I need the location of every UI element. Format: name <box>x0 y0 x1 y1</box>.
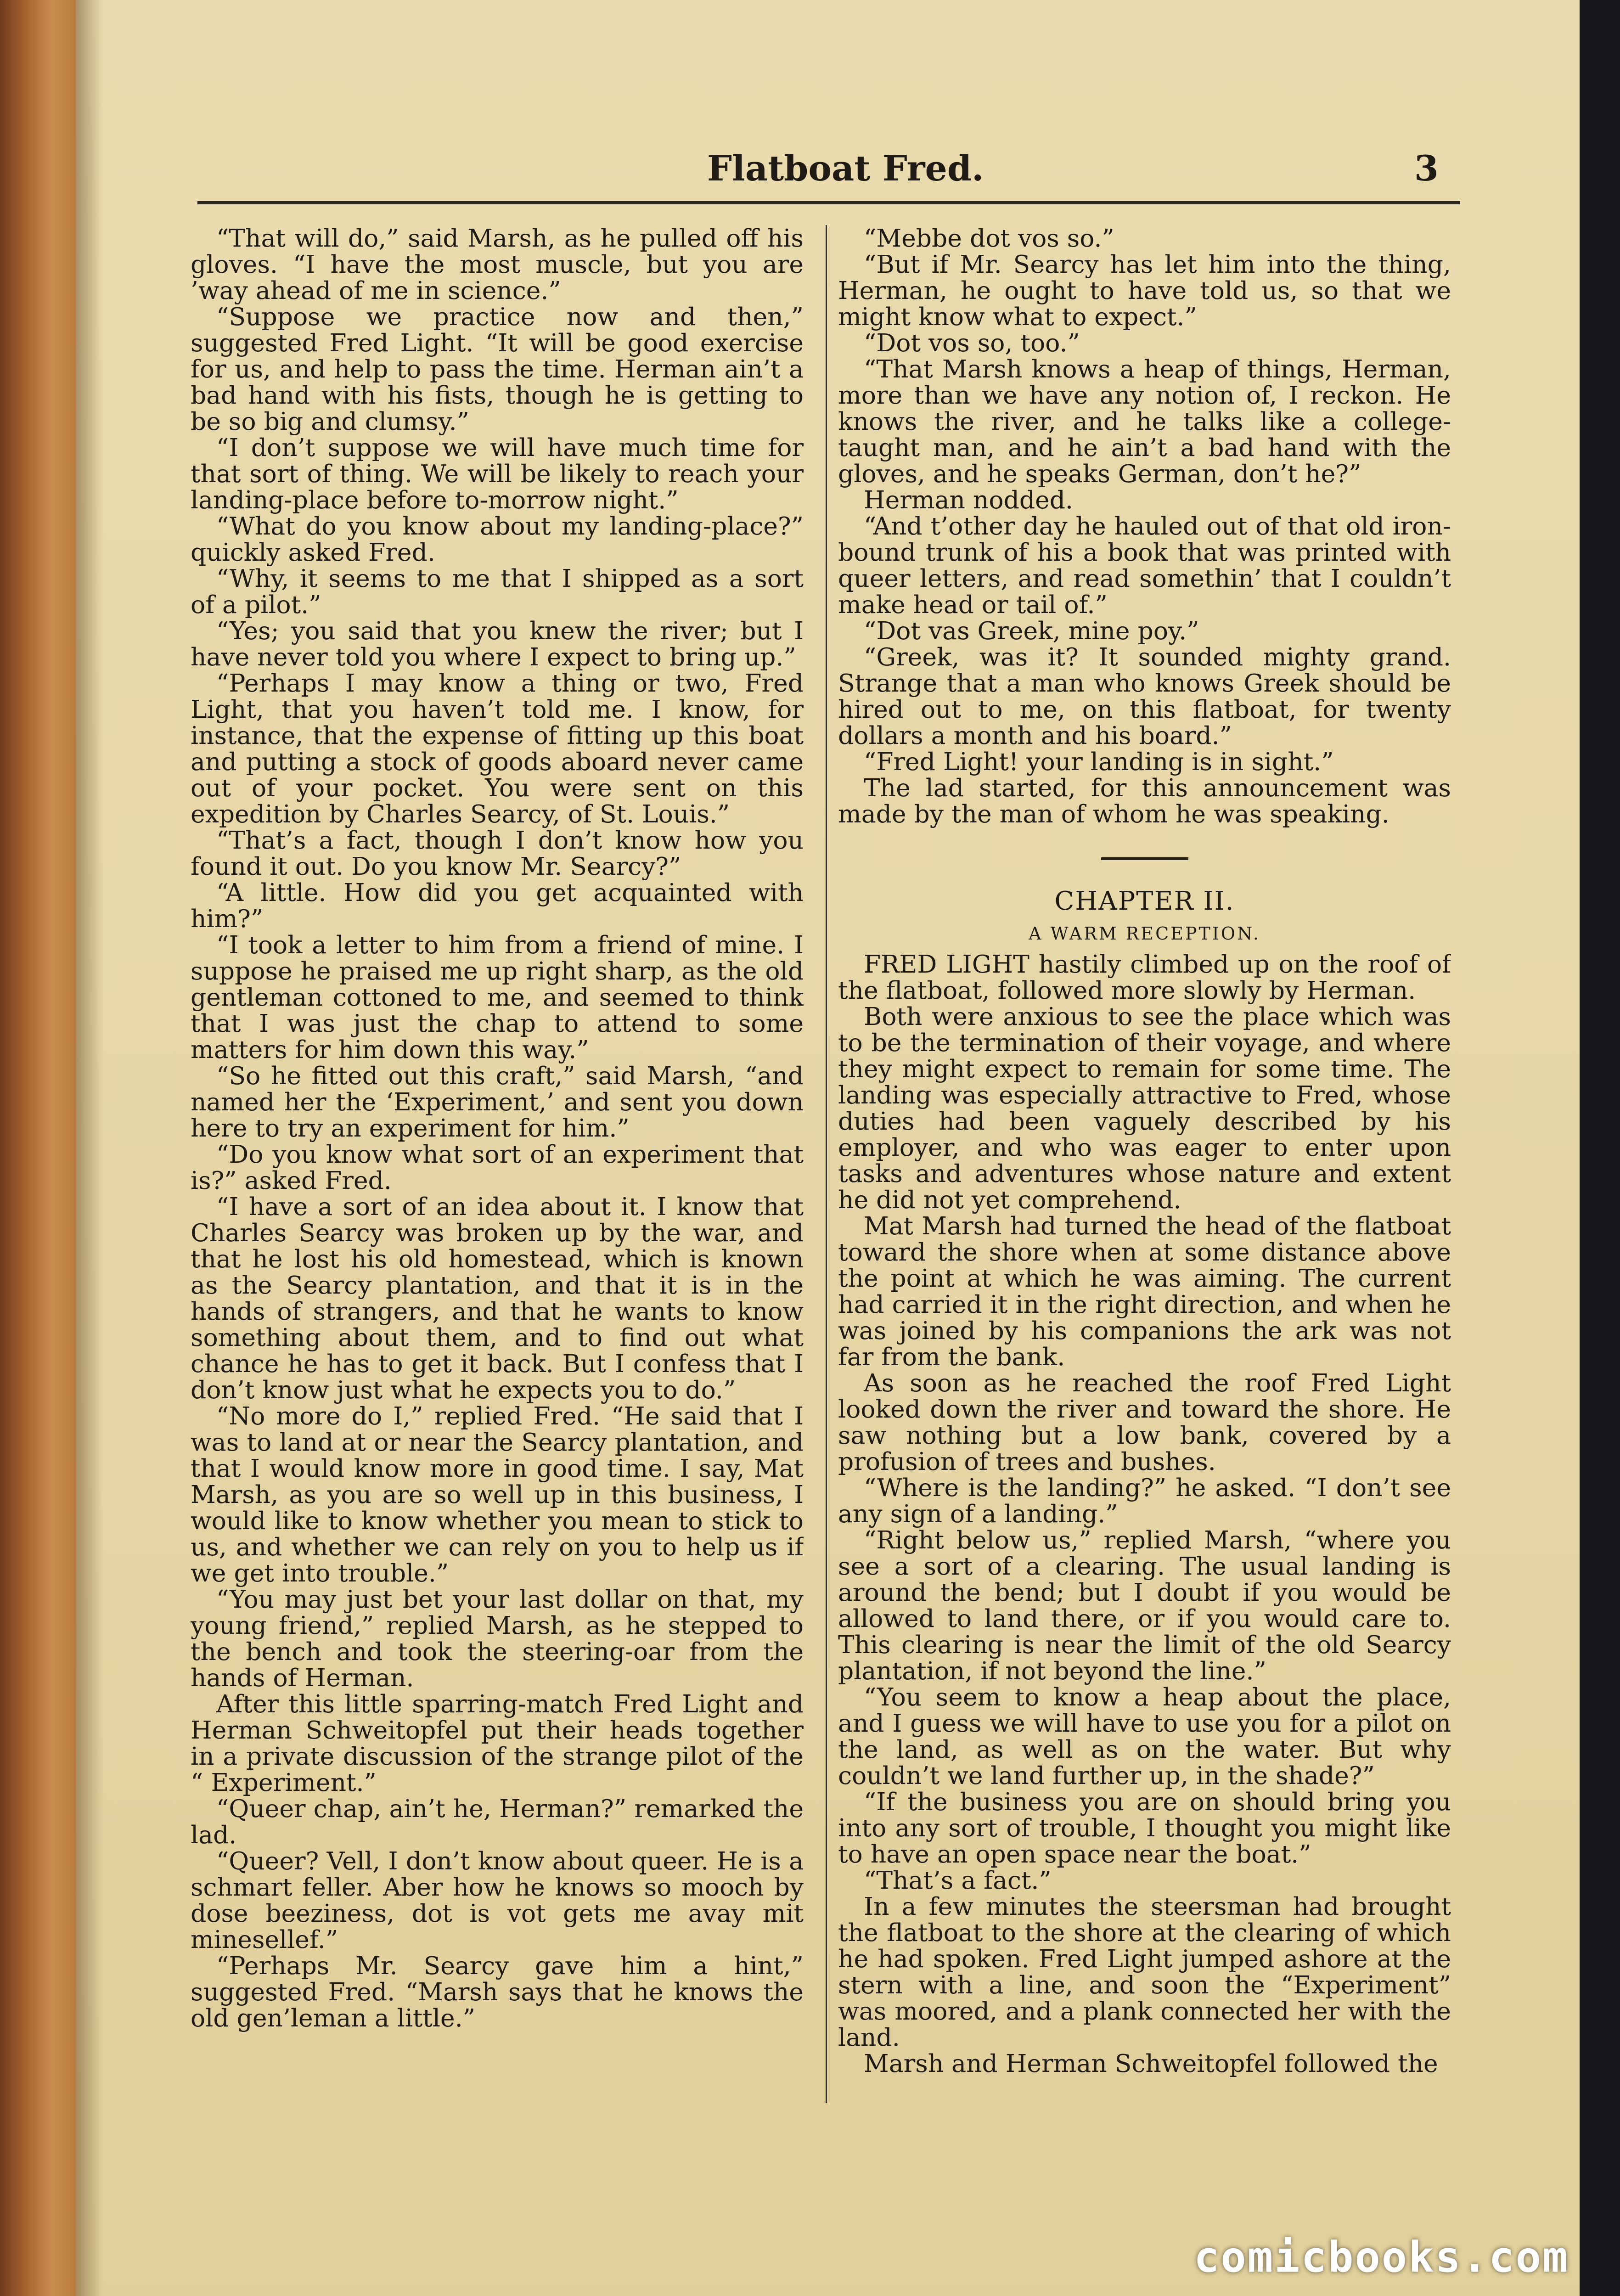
paragraph: “Right below us,” replied Marsh, “where you see a sort of a clearing. The usual landing is around the bend; but I doubt if you would be allowed to land there, or if you would care to. This clearing is near the limit of the old Searcy plantation, if not beyond the line.” <box>838 1525 1451 1685</box>
gutter-shadow <box>76 0 103 2296</box>
site-watermark: comicbooks.com <box>1194 2233 1569 2282</box>
paragraph: “Perhaps Mr. Searcy gave him a hint,” suggested Fred. “Marsh says that he knows the old gen’leman a little.” <box>191 1951 804 2032</box>
paragraph: “Queer chap, ain’t he, Herman?” remarked the lad. <box>191 1794 804 1849</box>
paragraph: “If the business you are on should bring you into any sort of trouble, I thought you might like to have an open space near the boat.” <box>838 1787 1451 1868</box>
paragraph: “Perhaps I may know a thing or two, Fred Light, that you haven’t told me. I know, for instance, that the expense of fitting up this boat and putting a stock of goods aboard never came out of your pocket. You were sent on this expedition by Charles Searcy, of St. Louis.” <box>191 669 804 828</box>
paragraph: “What do you know about my landing-place?” quickly asked Fred. <box>191 512 804 567</box>
left-column <box>191 225 804 2131</box>
paragraph: “Do you know what sort of an experiment that is?” asked Fred. <box>191 1140 804 1195</box>
paragraph: Mat Marsh had turned the head of the flatboat toward the shore when at some distance above the point at which he was aiming. The current had carried it in the right direction, and when he was joined by his companions the ark was not far from the bank. <box>838 1211 1451 1371</box>
paragraph: “And t’other day he hauled out of that old iron-bound trunk of his a book that was printed with queer letters, and read somethin’ that I couldn’t make head or tail of.” <box>838 512 1451 619</box>
paragraph: “That will do,” said Marsh, as he pulled off his gloves. “I have the most muscle, but you are ’way ahead of me in science.” <box>191 225 804 305</box>
paragraph: “I don’t suppose we will have much time for that sort of thing. We will be likely to reach your landing-place before to-morrow night.” <box>191 433 804 514</box>
paragraph: “Dot vas Greek, mine poy.” <box>864 616 1199 645</box>
paragraph: Herman nodded. <box>864 485 1074 514</box>
paragraph: “Queer? Vell, I don’t know about queer. He is a schmart feller. Aber how he knows so mooch by dose beeziness, dot is vot gets me avay mit minesellef.” <box>191 1846 804 1954</box>
paragraph: In a few minutes the steersman had brought the flatboat to the shore at the clearing of which he had spoken. Fred Light jumped ashore at the stern with a line, and soon the “Experiment” was moored, and a plank connected her with the land. <box>838 1892 1451 2052</box>
paragraph: “Why, it seems to me that I shipped as a sort of a pilot.” <box>191 564 804 619</box>
paragraph: “That’s a fact.” <box>864 1866 1052 1895</box>
paragraph: As soon as he reached the roof Fred Light looked down the river and toward the shore. He saw nothing but a low bank, covered by a profusion of trees and bushes. <box>838 1368 1451 1476</box>
paragraph: “Fred Light! your landing is in sight.” <box>864 747 1334 776</box>
running-header-title: Flatboat Fred. <box>707 148 984 189</box>
chapter-subtitle: A WARM RECEPTION. <box>1029 923 1260 944</box>
paragraph: “Yes; you said that you knew the river; but I have never told you where I expect to bring up.” <box>191 616 804 671</box>
chapter-title: CHAPTER II. <box>1054 886 1235 916</box>
paragraph: “Suppose we practice now and then,” suggested Fred Light. “It will be good exercise for us, and help to pass the time. Herman ain’t a bad hand with his fists, though he is getting to be so big and clumsy.” <box>191 302 804 436</box>
section-ornament-rule <box>1101 857 1188 860</box>
paragraph: “That’s a fact, though I don’t know how you found it out. Do you know Mr. Searcy?” <box>191 826 804 881</box>
paragraph: After this little sparring-match Fred Light and Herman Schweitopfel put their heads together in a private discussion of the strange pilot of the “ Experiment.” <box>191 1689 804 1797</box>
paragraph: “I took a letter to him from a friend of mine. I suppose he praised me up right sharp, as the old gentleman cottoned to me, and seemed to think that I was just the chap to attend to some matters for him down this way.” <box>191 930 804 1064</box>
paragraph: “Greek, was it? It sounded mighty grand. Strange that a man who knows Greek should be hired out to me, on this flatboat, for twenty dollars a month and his board.” <box>838 642 1451 750</box>
page-number: 3 <box>1414 148 1439 189</box>
right-column <box>838 225 1451 2131</box>
paragraph: “That Marsh knows a heap of things, Herman, more than we have any notion of, I reckon. He knows the river, and he talks like a college-taught man, and he ain’t a bad hand with the gloves, and he speaks German, don’t he?” <box>838 355 1451 488</box>
paragraph: “I have a sort of an idea about it. I know that Charles Searcy was broken up by the war, and that he lost his old homestead, which is known as the Searcy plantation, and that it is in the hands of strangers, and that he wants to know something about them, and to find out what chance he has to get it back. But I confess that I don’t know just what he expects you to do.” <box>191 1192 804 1404</box>
paragraph: “A little. How did you get acquainted with him?” <box>191 878 804 933</box>
paragraph: “Mebbe dot vos so.” <box>864 225 1114 253</box>
paragraph: Marsh and Herman Schweitopfel followed the <box>864 2049 1438 2078</box>
paragraph: “You seem to know a heap about the place, and I guess we will have to use you for a pilot on the land, as well as on the water. But why couldn’t we land further up, in the shade?” <box>838 1683 1451 1790</box>
paragraph: “Where is the landing?” he asked. “I don’t see any sign of a landing.” <box>838 1473 1451 1528</box>
paragraph: “But if Mr. Searcy has let him into the thing, Herman, he ought to have told us, so that we might know what to expect.” <box>838 250 1451 331</box>
paragraph: “Dot vos so, too.” <box>864 328 1080 357</box>
paragraph: “No more do I,” replied Fred. “He said that I was to land at or near the Searcy plantation, and that I would know more in good time. I say, Mat Marsh, as you are so well up in this business, I would like to know whether you mean to stick to us, and whether we can rely on you to help us if we get into trouble.” <box>191 1401 804 1587</box>
paragraph: Both were anxious to see the place which was to be the termination of their voyage, and where they might expect to remain for some time. The landing was especially attractive to Fred, whose duties had been vaguely described by his employer, and who was eager to enter upon tasks and adventures whose nature and extent he did not yet comprehend. <box>838 1002 1451 1214</box>
paragraph: FRED LIGHT hastily climbed up on the roof of the flatboat, followed more slowly by Herman. <box>838 950 1451 1005</box>
paragraph: The lad started, for this announcement was made by the man of whom he was speaking. <box>838 773 1451 828</box>
paragraph: “You may just bet your last dollar on that, my young friend,” replied Marsh, as he stepped to the bench and took the steering-oar from the hands of Herman. <box>191 1585 804 1692</box>
scan-background <box>1580 0 1620 2296</box>
column-divider <box>826 225 827 2103</box>
paragraph: “So he fitted out this craft,” said Marsh, “and named her the ‘Experiment,’ and sent you down here to try an experiment for him.” <box>191 1061 804 1142</box>
header-rule <box>197 201 1460 204</box>
book-edge <box>0 0 76 2296</box>
